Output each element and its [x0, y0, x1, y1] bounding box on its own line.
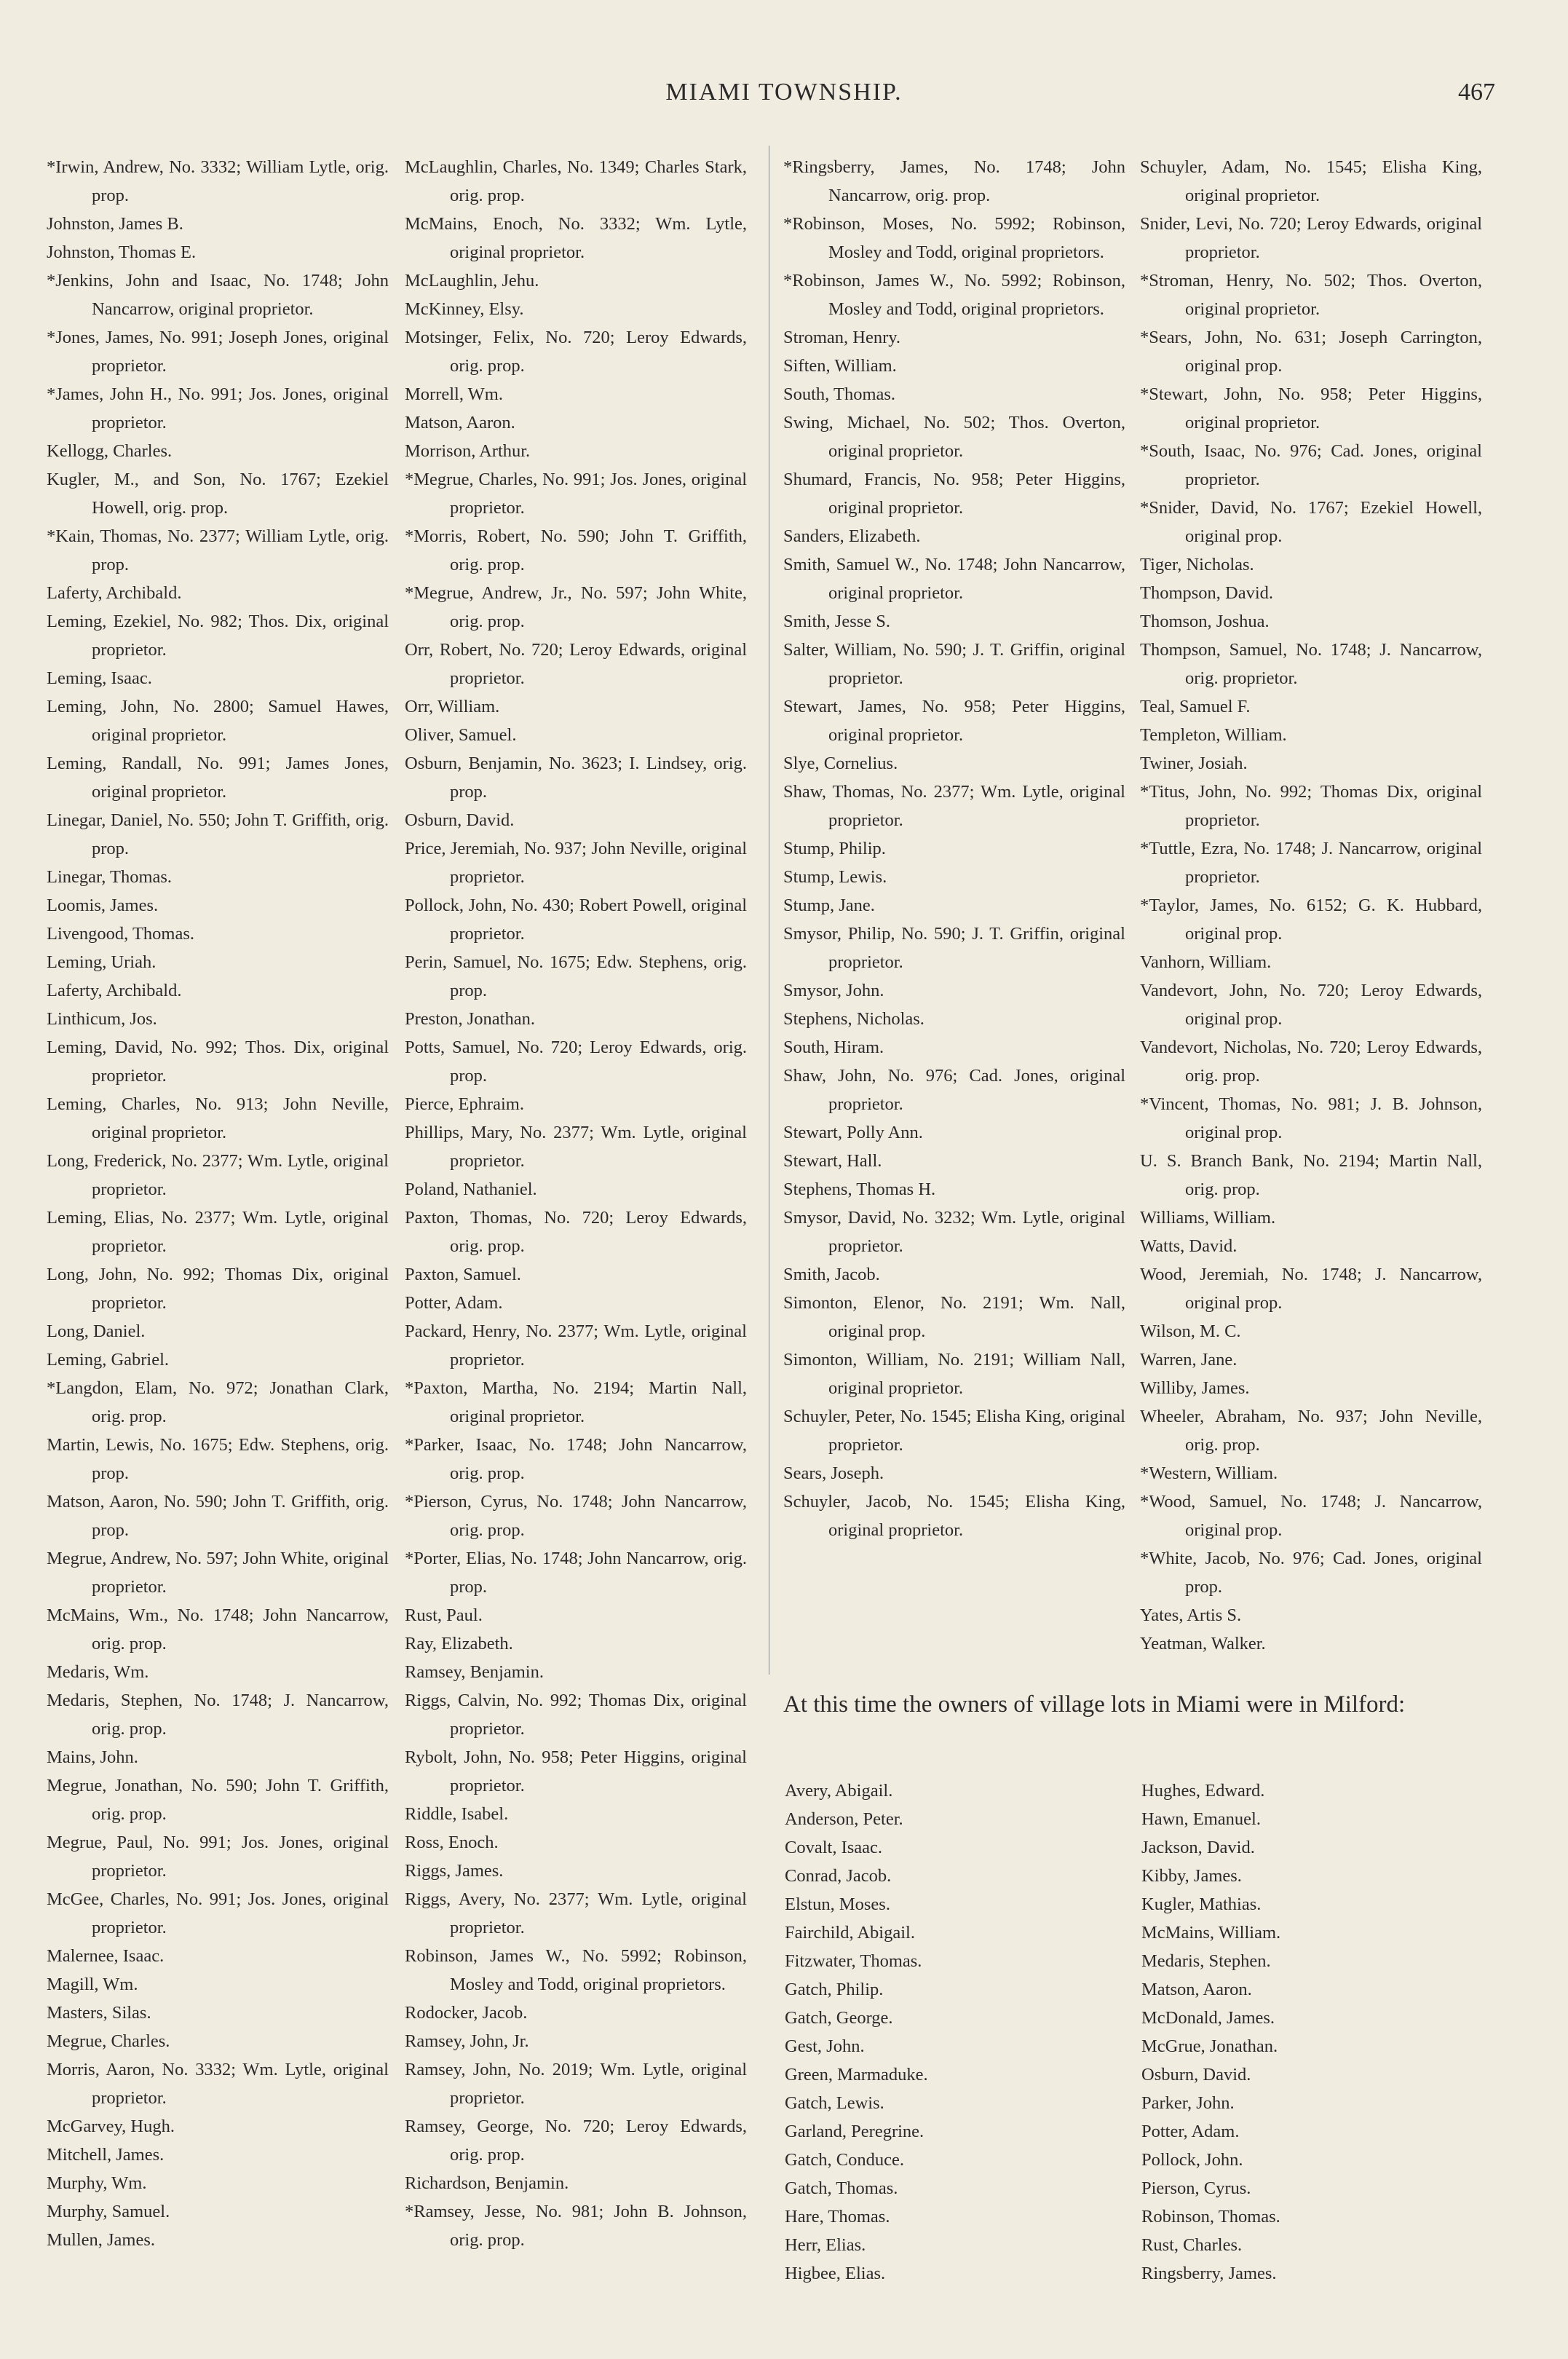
list-entry: Richardson, Benjamin.	[405, 2173, 569, 2193]
village-lot-owner: Kibby, James.	[1141, 1866, 1242, 1886]
list-entry: Paxton, Thomas, No. 720; Leroy Edwards, orig. prop.	[405, 1208, 747, 1256]
list-entry: Osburn, Benjamin, No. 3623; I. Lindsey, orig. prop.	[405, 754, 747, 802]
list-entry: *Western, William.	[1140, 1463, 1278, 1483]
list-entry: Yates, Artis S.	[1140, 1605, 1242, 1625]
list-entry: Smysor, John.	[783, 981, 884, 1000]
list-entry: Wilson, M. C.	[1140, 1321, 1241, 1341]
list-entry: Ramsey, John, Jr.	[405, 2031, 529, 2051]
list-entry: *Vincent, Thomas, No. 981; J. B. Johnson, original prop.	[1140, 1094, 1482, 1142]
list-entry: Shaw, Thomas, No. 2377; Wm. Lytle, original proprietor.	[783, 782, 1125, 830]
village-lot-owner: Matson, Aaron.	[1141, 1980, 1252, 1999]
village-lot-owner: Covalt, Isaac.	[785, 1838, 883, 1857]
list-entry: *Robinson, Moses, No. 5992; Robinson, Mosley and Todd, original proprietors.	[783, 214, 1125, 262]
village-lot-owner: Garland, Peregrine.	[785, 2122, 924, 2141]
list-entry: Ross, Enoch.	[405, 1833, 499, 1852]
list-entry: Morris, Aaron, No. 3332; Wm. Lytle, original proprietor.	[47, 2060, 389, 2108]
list-entry: Stewart, Hall.	[783, 1151, 882, 1171]
village-lot-owner: Gatch, George.	[785, 2008, 893, 2028]
list-entry: *Robinson, James W., No. 5992; Robinson, Mosley and Todd, original proprietors.	[783, 271, 1125, 319]
entry-column-2	[405, 153, 747, 2254]
list-entry: Siften, William.	[783, 356, 897, 376]
list-entry: Malernee, Isaac.	[47, 1946, 165, 1966]
village-lot-owner: Gatch, Lewis.	[785, 2093, 884, 2113]
list-entry: Snider, Levi, No. 720; Leroy Edwards, original proprietor.	[1140, 214, 1482, 262]
list-entry: Potts, Samuel, No. 720; Leroy Edwards, orig. prop.	[405, 1038, 747, 1086]
list-entry: *Megrue, Charles, No. 991; Jos. Jones, original proprietor.	[405, 470, 747, 518]
list-entry: Templeton, William.	[1140, 725, 1287, 745]
list-entry: Riggs, Calvin, No. 992; Thomas Dix, original proprietor.	[405, 1691, 747, 1739]
list-entry: *Morris, Robert, No. 590; John T. Griffith, orig. prop.	[405, 526, 747, 574]
list-entry: Smysor, Philip, No. 590; J. T. Griffin, original proprietor.	[783, 924, 1125, 972]
village-lot-owner: Herr, Elias.	[785, 2235, 866, 2255]
list-entry: Linegar, Daniel, No. 550; John T. Griffith, orig. prop.	[47, 810, 389, 858]
list-entry: Phillips, Mary, No. 2377; Wm. Lytle, original proprietor.	[405, 1123, 747, 1171]
list-entry: Leming, Gabriel.	[47, 1350, 170, 1370]
village-lots-column-1	[785, 1777, 1120, 2288]
list-entry: Leming, Ezekiel, No. 982; Thos. Dix, original proprietor.	[47, 612, 389, 660]
list-entry: *Megrue, Andrew, Jr., No. 597; John White, orig. prop.	[405, 583, 747, 631]
list-entry: Masters, Silas.	[47, 2003, 151, 2023]
list-entry: Megrue, Jonathan, No. 590; John T. Griffith, orig. prop.	[47, 1776, 389, 1824]
list-entry: McLaughlin, Charles, No. 1349; Charles Stark, orig. prop.	[405, 157, 747, 205]
list-entry: Schuyler, Adam, No. 1545; Elisha King, original proprietor.	[1140, 157, 1482, 205]
list-entry: Long, John, No. 992; Thomas Dix, original proprietor.	[47, 1265, 389, 1313]
list-entry: Murphy, Samuel.	[47, 2202, 170, 2221]
list-entry: Schuyler, Peter, No. 1545; Elisha King, original proprietor.	[783, 1407, 1125, 1455]
list-entry: Poland, Nathaniel.	[405, 1180, 537, 1199]
list-entry: Megrue, Paul, No. 991; Jos. Jones, original proprietor.	[47, 1833, 389, 1881]
list-entry: Kellogg, Charles.	[47, 441, 173, 461]
list-entry: Paxton, Samuel.	[405, 1265, 521, 1284]
list-entry: Medaris, Stephen, No. 1748; J. Nancarrow, orig. prop.	[47, 1691, 389, 1739]
list-entry: Leming, John, No. 2800; Samuel Hawes, original proprietor.	[47, 697, 389, 745]
list-entry: Salter, William, No. 590; J. T. Griffin, original proprietor.	[783, 640, 1125, 688]
list-entry: Laferty, Archibald.	[47, 583, 182, 603]
village-lots-column-2	[1141, 1777, 1476, 2288]
village-lot-owner: Pierson, Cyrus.	[1141, 2178, 1251, 2198]
village-lot-owner: Anderson, Peter.	[785, 1809, 903, 1829]
list-entry: Thomson, Joshua.	[1140, 612, 1270, 631]
list-entry: Stephens, Nicholas.	[783, 1009, 924, 1029]
village-lot-owner: Higbee, Elias.	[785, 2264, 886, 2283]
list-entry: Murphy, Wm.	[47, 2173, 147, 2193]
list-entry: Leming, Isaac.	[47, 668, 152, 688]
list-entry: Ray, Elizabeth.	[405, 1634, 513, 1653]
list-entry: Swing, Michael, No. 502; Thos. Overton, original proprietor.	[783, 413, 1125, 461]
list-entry: Motsinger, Felix, No. 720; Leroy Edwards, orig. prop.	[405, 328, 747, 376]
list-entry: Smith, Jesse S.	[783, 612, 891, 631]
list-entry: Stump, Jane.	[783, 896, 875, 915]
list-entry: Wood, Jeremiah, No. 1748; J. Nancarrow, original prop.	[1140, 1265, 1482, 1313]
list-entry: Thompson, Samuel, No. 1748; J. Nancarrow, orig. proprietor.	[1140, 640, 1482, 688]
village-lot-owner: Fitzwater, Thomas.	[785, 1951, 922, 1971]
list-entry: *Jenkins, John and Isaac, No. 1748; John Nancarrow, original proprietor.	[47, 271, 389, 319]
list-entry: Twiner, Josiah.	[1140, 754, 1248, 773]
list-entry: Johnston, Thomas E.	[47, 242, 197, 262]
list-entry: *Stewart, John, No. 958; Peter Higgins, original proprietor.	[1140, 384, 1482, 432]
list-entry: Potter, Adam.	[405, 1293, 503, 1313]
list-entry: Stewart, James, No. 958; Peter Higgins, original proprietor.	[783, 697, 1125, 745]
list-entry: Laferty, Archibald.	[47, 981, 182, 1000]
list-entry: Martin, Lewis, No. 1675; Edw. Stephens, orig. prop.	[47, 1435, 389, 1483]
list-entry: Loomis, James.	[47, 896, 159, 915]
list-entry: Thompson, David.	[1140, 583, 1274, 603]
village-lot-owner: Conrad, Jacob.	[785, 1866, 892, 1886]
village-lot-owner: Pollock, John.	[1141, 2150, 1243, 2170]
village-lot-owner: Gatch, Philip.	[785, 1980, 884, 1999]
list-entry: Matson, Aaron, No. 590; John T. Griffith, orig. prop.	[47, 1492, 389, 1540]
list-entry: Ramsey, John, No. 2019; Wm. Lytle, original proprietor.	[405, 2060, 747, 2108]
list-entry: Oliver, Samuel.	[405, 725, 517, 745]
village-lot-owner: Osburn, David.	[1141, 2065, 1251, 2085]
list-entry: Linegar, Thomas.	[47, 867, 173, 887]
village-lot-owner: Medaris, Stephen.	[1141, 1951, 1271, 1971]
list-entry: Long, Frederick, No. 2377; Wm. Lytle, original proprietor.	[47, 1151, 389, 1199]
list-entry: Morrell, Wm.	[405, 384, 503, 404]
village-lot-owner: Gest, John.	[785, 2036, 865, 2056]
list-entry: Mains, John.	[47, 1747, 138, 1767]
list-entry: Tiger, Nicholas.	[1140, 555, 1254, 574]
village-lot-owner: Potter, Adam.	[1141, 2122, 1240, 2141]
list-entry: *Parker, Isaac, No. 1748; John Nancarrow, orig. prop.	[405, 1435, 747, 1483]
list-entry: McMains, Wm., No. 1748; John Nancarrow, orig. prop.	[47, 1605, 389, 1653]
list-entry: Matson, Aaron.	[405, 413, 515, 432]
list-entry: Megrue, Charles.	[47, 2031, 170, 2051]
list-entry: Rodocker, Jacob.	[405, 2003, 528, 2023]
list-entry: Riddle, Isabel.	[405, 1804, 509, 1824]
list-entry: *Stroman, Henry, No. 502; Thos. Overton, original proprietor.	[1140, 271, 1482, 319]
list-entry: Medaris, Wm.	[47, 1662, 149, 1682]
village-lot-owner: Hawn, Emanuel.	[1141, 1809, 1261, 1829]
list-entry: Wheeler, Abraham, No. 937; John Neville, orig. prop.	[1140, 1407, 1482, 1455]
list-entry: Leming, David, No. 992; Thos. Dix, original proprietor.	[47, 1038, 389, 1086]
list-entry: Leming, Uriah.	[47, 952, 157, 972]
list-entry: *White, Jacob, No. 976; Cad. Jones, original prop.	[1140, 1549, 1482, 1597]
list-entry: *Kain, Thomas, No. 2377; William Lytle, orig. prop.	[47, 526, 389, 574]
list-entry: Shumard, Francis, No. 958; Peter Higgins, original proprietor.	[783, 470, 1125, 518]
list-entry: Warren, Jane.	[1140, 1350, 1238, 1370]
list-entry: Williby, James.	[1140, 1378, 1250, 1398]
list-entry: Orr, William.	[405, 697, 500, 716]
list-entry: *Titus, John, No. 992; Thomas Dix, original proprietor.	[1140, 782, 1482, 830]
list-entry: Simonton, Elenor, No. 2191; Wm. Nall, original prop.	[783, 1293, 1125, 1341]
list-entry: McGee, Charles, No. 991; Jos. Jones, original proprietor.	[47, 1889, 389, 1937]
list-entry: *Wood, Samuel, No. 1748; J. Nancarrow, original prop.	[1140, 1492, 1482, 1540]
list-entry: Vandevort, Nicholas, No. 720; Leroy Edwards, orig. prop.	[1140, 1038, 1482, 1086]
list-entry: *Pierson, Cyrus, No. 1748; John Nancarrow, orig. prop.	[405, 1492, 747, 1540]
list-entry: Leming, Randall, No. 991; James Jones, original proprietor.	[47, 754, 389, 802]
list-entry: McLaughlin, Jehu.	[405, 271, 539, 291]
village-lot-owner: McGrue, Jonathan.	[1141, 2036, 1278, 2056]
entry-column-3	[783, 153, 1125, 1544]
list-entry: Johnston, James B.	[47, 214, 183, 234]
list-entry: McMains, Enoch, No. 3332; Wm. Lytle, original proprietor.	[405, 214, 747, 262]
list-entry: *Jones, James, No. 991; Joseph Jones, original proprietor.	[47, 328, 389, 376]
list-entry: South, Thomas.	[783, 384, 896, 404]
list-entry: Rybolt, John, No. 958; Peter Higgins, original proprietor.	[405, 1747, 747, 1795]
list-entry: Mullen, James.	[47, 2230, 156, 2250]
village-lot-owner: Hughes, Edward.	[1141, 1781, 1265, 1801]
list-entry: U. S. Branch Bank, No. 2194; Martin Nall, orig. prop.	[1140, 1151, 1482, 1199]
page-number: 467	[1458, 79, 1495, 106]
list-entry: *Irwin, Andrew, No. 3332; William Lytle, orig. prop.	[47, 157, 389, 205]
village-lot-owner: Kugler, Mathias.	[1141, 1894, 1262, 1914]
list-entry: *South, Isaac, No. 976; Cad. Jones, original proprietor.	[1140, 441, 1482, 489]
village-lots-intro: At this time the owners of village lots in Miami were in Milford:	[783, 1691, 1406, 1718]
list-entry: Smith, Jacob.	[783, 1265, 880, 1284]
list-entry: *Porter, Elias, No. 1748; John Nancarrow, orig. prop.	[405, 1549, 747, 1597]
list-entry: Stephens, Thomas H.	[783, 1180, 936, 1199]
list-entry: Price, Jeremiah, No. 937; John Neville, original proprietor.	[405, 839, 747, 887]
list-entry: Stewart, Polly Ann.	[783, 1123, 923, 1142]
village-lot-owner: Gatch, Thomas.	[785, 2178, 898, 2198]
list-entry: *Taylor, James, No. 6152; G. K. Hubbard, original prop.	[1140, 896, 1482, 944]
list-entry: Leming, Charles, No. 913; John Neville, original proprietor.	[47, 1094, 389, 1142]
page-title: MIAMI TOWNSHIP.	[665, 79, 903, 106]
list-entry: McGarvey, Hugh.	[47, 2117, 175, 2136]
list-entry: Ramsey, Benjamin.	[405, 1662, 544, 1682]
list-entry: *Paxton, Martha, No. 2194; Martin Nall, original proprietor.	[405, 1378, 747, 1426]
list-entry: Magill, Wm.	[47, 1975, 138, 1994]
village-lot-owner: Avery, Abigail.	[785, 1781, 893, 1801]
list-entry: Stroman, Henry.	[783, 328, 901, 347]
list-entry: Perin, Samuel, No. 1675; Edw. Stephens, orig. prop.	[405, 952, 747, 1000]
list-entry: *Snider, David, No. 1767; Ezekiel Howell, original prop.	[1140, 498, 1482, 546]
village-lot-owner: Fairchild, Abigail.	[785, 1923, 915, 1943]
list-entry: *James, John H., No. 991; Jos. Jones, original proprietor.	[47, 384, 389, 432]
list-entry: Sears, Joseph.	[783, 1463, 884, 1483]
list-entry: Vanhorn, William.	[1140, 952, 1272, 972]
list-entry: Slye, Cornelius.	[783, 754, 898, 773]
list-entry: *Langdon, Elam, No. 972; Jonathan Clark, orig. prop.	[47, 1378, 389, 1426]
list-entry: Stump, Lewis.	[783, 867, 887, 887]
list-entry: Riggs, James.	[405, 1861, 504, 1881]
entry-column-1	[47, 153, 389, 2254]
list-entry: Teal, Samuel F.	[1140, 697, 1251, 716]
list-entry: Robinson, James W., No. 5992; Robinson, Mosley and Todd, original proprietors.	[405, 1946, 747, 1994]
list-entry: Osburn, David.	[405, 810, 515, 830]
list-entry: Pierce, Ephraim.	[405, 1094, 524, 1114]
list-entry: Livengood, Thomas.	[47, 924, 195, 944]
list-entry: Pollock, John, No. 430; Robert Powell, original proprietor.	[405, 896, 747, 944]
list-entry: Riggs, Avery, No. 2377; Wm. Lytle, original proprietor.	[405, 1889, 747, 1937]
village-lot-owner: McDonald, James.	[1141, 2008, 1275, 2028]
list-entry: *Sears, John, No. 631; Joseph Carrington, original prop.	[1140, 328, 1482, 376]
village-lot-owner: Jackson, David.	[1141, 1838, 1255, 1857]
list-entry: South, Hiram.	[783, 1038, 884, 1057]
list-entry: Megrue, Andrew, No. 597; John White, original proprietor.	[47, 1549, 389, 1597]
page-header	[44, 73, 1524, 116]
list-entry: Kugler, M., and Son, No. 1767; Ezekiel Howell, orig. prop.	[47, 470, 389, 518]
list-entry: Morrison, Arthur.	[405, 441, 531, 461]
list-entry: Watts, David.	[1140, 1236, 1238, 1256]
village-lot-owner: Elstun, Moses.	[785, 1894, 890, 1914]
list-entry: Sanders, Elizabeth.	[783, 526, 921, 546]
village-lot-owner: Gatch, Conduce.	[785, 2150, 904, 2170]
village-lot-owner: Ringsberry, James.	[1141, 2264, 1277, 2283]
list-entry: Linthicum, Jos.	[47, 1009, 157, 1029]
list-entry: Rust, Paul.	[405, 1605, 483, 1625]
list-entry: Packard, Henry, No. 2377; Wm. Lytle, original proprietor.	[405, 1321, 747, 1370]
list-entry: Vandevort, John, No. 720; Leroy Edwards, original prop.	[1140, 981, 1482, 1029]
list-entry: *Ringsberry, James, No. 1748; John Nancarrow, orig. prop.	[783, 157, 1125, 205]
list-entry: McKinney, Elsy.	[405, 299, 524, 319]
village-lot-owner: Rust, Charles.	[1141, 2235, 1243, 2255]
list-entry: Schuyler, Jacob, No. 1545; Elisha King, original proprietor.	[783, 1492, 1125, 1540]
village-lot-owner: Green, Marmaduke.	[785, 2065, 928, 2085]
list-entry: Leming, Elias, No. 2377; Wm. Lytle, original proprietor.	[47, 1208, 389, 1256]
list-entry: Smith, Samuel W., No. 1748; John Nancarrow, original proprietor.	[783, 555, 1125, 603]
list-entry: Smysor, David, No. 3232; Wm. Lytle, original proprietor.	[783, 1208, 1125, 1256]
list-entry: Yeatman, Walker.	[1140, 1634, 1266, 1653]
village-lot-owner: Robinson, Thomas.	[1141, 2207, 1280, 2226]
list-entry: Ramsey, George, No. 720; Leroy Edwards, orig. prop.	[405, 2117, 747, 2165]
list-entry: Shaw, John, No. 976; Cad. Jones, original proprietor.	[783, 1066, 1125, 1114]
list-entry: Simonton, William, No. 2191; William Nall, original proprietor.	[783, 1350, 1125, 1398]
list-entry: *Tuttle, Ezra, No. 1748; J. Nancarrow, original proprietor.	[1140, 839, 1482, 887]
village-lot-owner: McMains, William.	[1141, 1923, 1281, 1943]
list-entry: Orr, Robert, No. 720; Leroy Edwards, original proprietor.	[405, 640, 747, 688]
list-entry: Preston, Jonathan.	[405, 1009, 535, 1029]
list-entry: Williams, William.	[1140, 1208, 1276, 1228]
list-entry: Mitchell, James.	[47, 2145, 165, 2165]
list-entry: Long, Daniel.	[47, 1321, 146, 1341]
list-entry: *Ramsey, Jesse, No. 981; John B. Johnson, orig. prop.	[405, 2202, 747, 2250]
village-lot-owner: Parker, John.	[1141, 2093, 1235, 2113]
entry-column-4	[1140, 153, 1482, 1658]
list-entry: Stump, Philip.	[783, 839, 886, 858]
village-lot-owner: Hare, Thomas.	[785, 2207, 890, 2226]
